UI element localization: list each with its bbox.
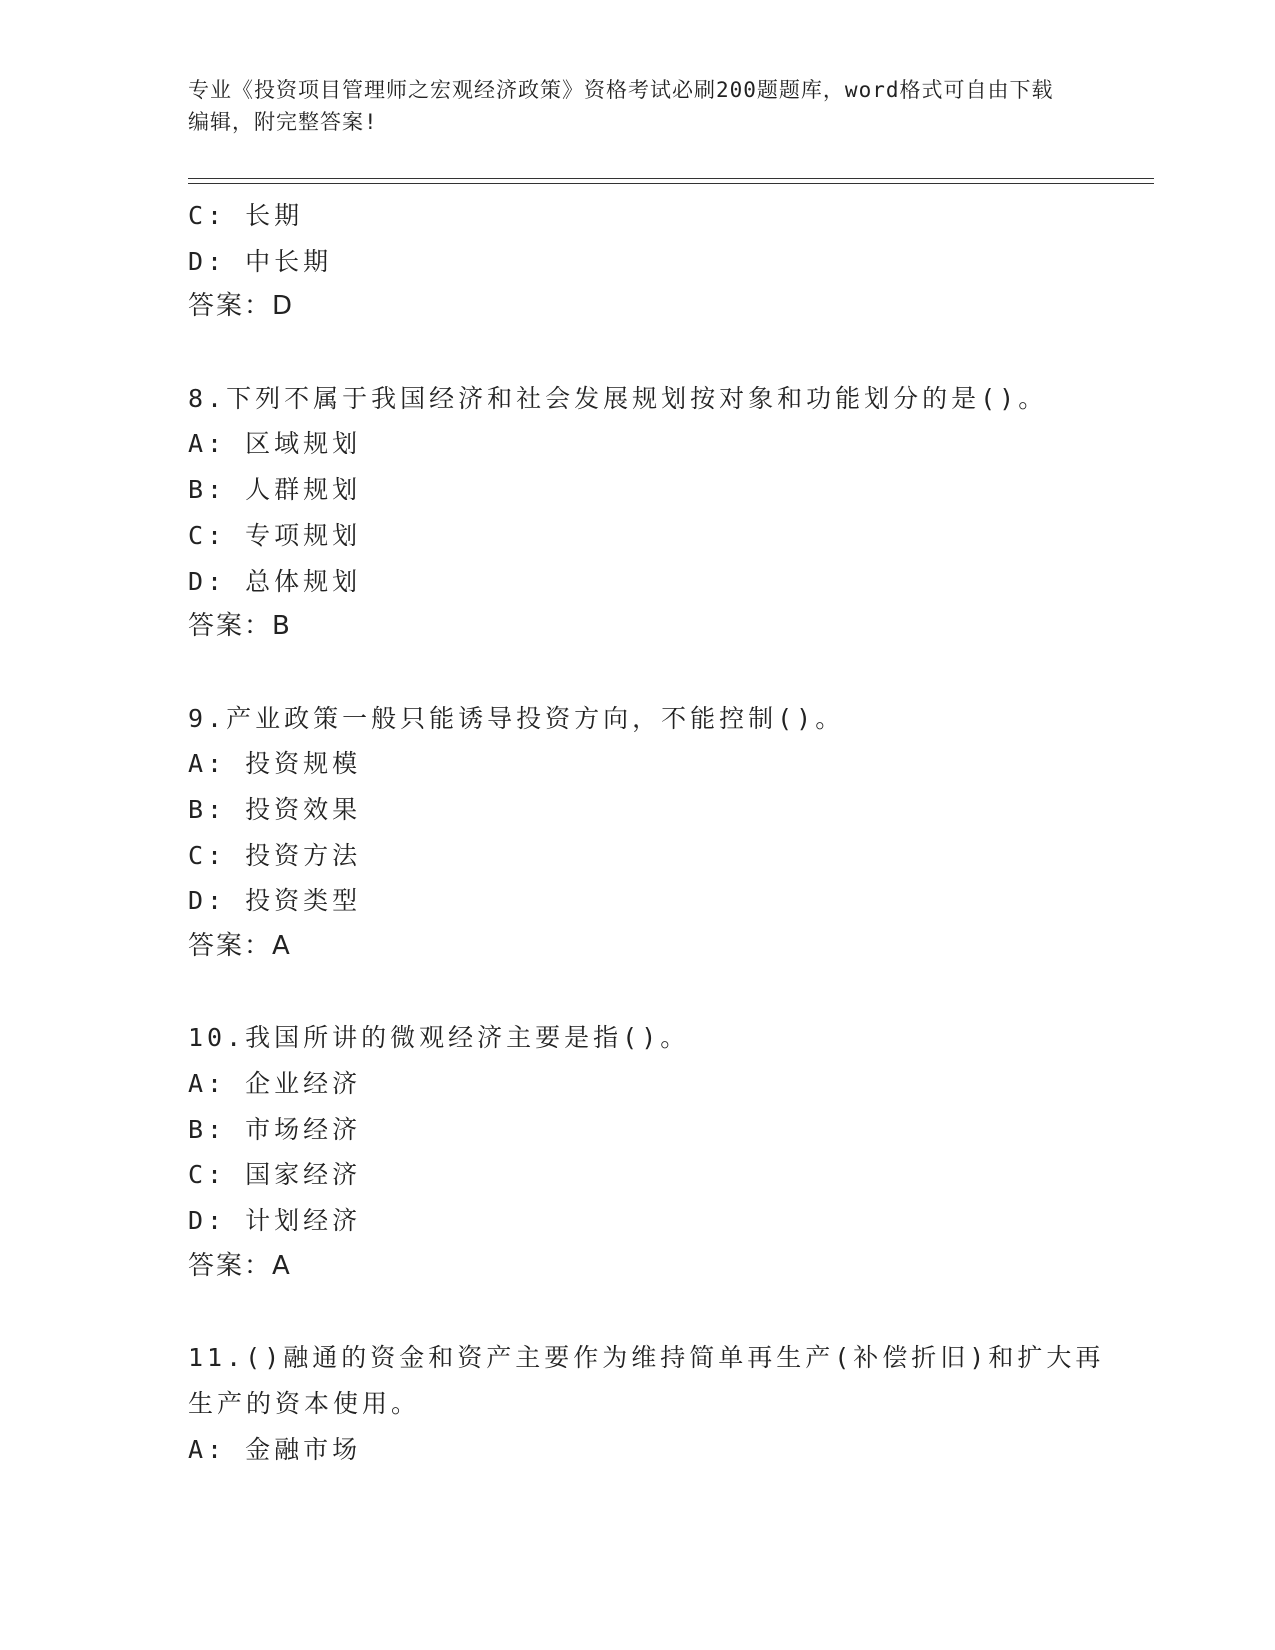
option-label: B: (188, 475, 227, 505)
question-spacer (188, 650, 1118, 696)
option-label: B: (188, 794, 227, 824)
question-spacer (188, 1290, 1118, 1336)
option-label: A: (188, 429, 227, 459)
option-row (188, 1198, 1118, 1244)
option-label: A: (188, 1069, 227, 1099)
option-label: D: (188, 566, 227, 596)
option-row (188, 787, 1118, 833)
option-text: 金融市场 (245, 1434, 362, 1464)
option-label: A: (188, 1434, 227, 1464)
option-label: B: (188, 1114, 227, 1144)
option-label: C: (188, 201, 227, 230)
option-text: 长期 (245, 201, 304, 230)
answer-label: 答案： (188, 1250, 273, 1281)
option-text: 人群规划 (245, 475, 362, 505)
option-text: 专项规划 (245, 520, 362, 550)
question-spacer (188, 970, 1118, 1016)
answer-label: 答案： (188, 291, 273, 322)
answer-value: D (272, 291, 295, 322)
option-row (188, 467, 1118, 513)
option-text: 投资方法 (245, 840, 362, 870)
question-stem: 8.下列不属于我国经济和社会发展规划按对象和功能划分的是()。 (188, 383, 1048, 413)
answer-label: 答案： (188, 611, 273, 642)
question-stem: 11.()融通的资金和资产主要作为维持简单再生产(补偿折旧)和扩大再 (188, 1343, 1105, 1373)
document-header: 专业《投资项目管理师之宏观经济政策》资格考试必刷200题题库，word格式可自由下载编辑，附完整答案! (188, 78, 1054, 134)
option-row (188, 559, 1118, 605)
option-text: 国家经济 (245, 1160, 362, 1190)
option-row (188, 1427, 1118, 1473)
question-stem: 10.我国所讲的微观经济主要是指()。 (188, 1023, 690, 1053)
answer-row (188, 284, 1118, 330)
option-text: 企业经济 (245, 1069, 362, 1099)
option-text: 投资效果 (245, 794, 362, 824)
option-row (188, 421, 1118, 467)
option-text: 投资规模 (245, 749, 362, 779)
option-row (188, 1152, 1118, 1198)
option-row (188, 741, 1118, 787)
option-label: C: (188, 840, 227, 870)
question-list (188, 193, 1118, 1472)
question-spacer (188, 330, 1118, 376)
answer-row (188, 604, 1118, 650)
option-label: A: (188, 749, 227, 779)
header-divider-top (188, 178, 1154, 179)
option-row (188, 878, 1118, 924)
answer-row (188, 924, 1118, 970)
option-label: C: (188, 1160, 227, 1190)
option-label: D: (188, 246, 227, 276)
option-row (188, 1107, 1118, 1153)
option-row (188, 833, 1118, 879)
answer-value: A (272, 1250, 292, 1281)
option-text: 市场经济 (245, 1114, 362, 1144)
option-row (188, 513, 1118, 559)
option-label: D: (188, 1206, 227, 1236)
answer-value: B (272, 611, 292, 642)
option-text: 区域规划 (245, 429, 362, 459)
question-stem-continued: 生产的资本使用。 (188, 1388, 421, 1418)
option-row (188, 193, 1118, 239)
answer-value: A (272, 931, 292, 961)
option-text: 中长期 (245, 246, 333, 276)
option-row (188, 239, 1118, 285)
option-text: 计划经济 (245, 1206, 362, 1236)
option-text: 投资类型 (245, 886, 362, 916)
option-label: C: (188, 520, 227, 550)
option-row (188, 1061, 1118, 1107)
option-text: 总体规划 (245, 566, 362, 596)
option-label: D: (188, 886, 227, 916)
answer-label: 答案： (188, 931, 273, 961)
question-stem: 9.产业政策一般只能诱导投资方向，不能控制()。 (188, 703, 845, 733)
header-divider-bottom (188, 183, 1154, 184)
answer-row (188, 1244, 1118, 1290)
